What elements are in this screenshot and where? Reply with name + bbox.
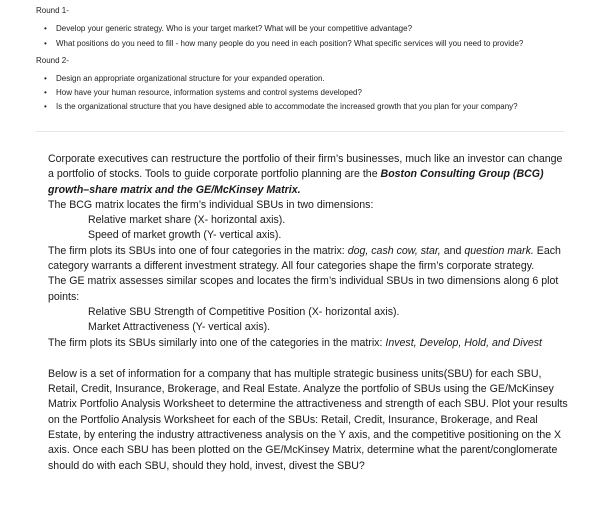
bcg-strategy-text: Each category warrants a different investment strategy. All four categories shape the firm’s corporate strategy. <box>48 244 561 273</box>
ge-categories-text: The firm plots its SBUs similarly into one of the categories in the matrix: <box>48 336 386 349</box>
bcg-categories-paragraph <box>48 244 568 275</box>
section-divider <box>36 131 564 132</box>
bcg-question-mark-italic: question mark. <box>464 244 534 257</box>
round-2-bullet: • Design an appropriate organizational structure for your expanded operation. <box>56 74 325 83</box>
bcg-y-axis: Speed of market growth (Y- vertical axis). <box>88 229 282 242</box>
rounds-panel <box>0 0 601 131</box>
round-2-bullet: • How have your human resource, information systems and control systems developed? <box>56 88 362 97</box>
assignment-text <box>48 152 568 474</box>
ge-paragraph: The GE matrix assesses similar scopes and locates the firm’s individual SBUs in two dimensions along 6 plot points: <box>48 275 559 303</box>
ge-x-axis: Relative SBU Strength of Competitive Position (X- horizontal axis). <box>88 305 400 318</box>
round-1-bullet: • What positions do you need to fill - how many people do you need in each position? What specific services will you need to provide? <box>56 39 523 48</box>
task-paragraph: Below is a set of information for a company that has multiple strategic business units(SBU) for each SBU, Retail, Credit, Insurance, Brokerage, and Real Estate. Analyze the portfolio of SBUs using the GE/McKinsey Matrix Portfolio Analysis Worksheet to determine the attractiveness and strength of each SBU. Plot your results on the Portfolio Analysis Worksheet for each of the SBUs: Retail, Credit, Insurance, Brokerage, and Real Estate, by entering the industry attractiveness analysis on the Y axis, and the competitive positioning on the X axis. Once each SBU has been plotted on the GE/McKinsey Matrix, determine what the parent/conglomerate should do with each SBU, should they hold, invest, divest the SBU? <box>48 367 568 472</box>
ge-y-axis: Market Attractiveness (Y- vertical axis). <box>88 321 271 334</box>
bcg-paragraph: The BCG matrix locates the firm’s individual SBUs in two dimensions: <box>48 198 374 211</box>
portfolio-intro-paragraph <box>48 152 568 198</box>
matrix-names-emphasis: Boston Consulting Group (BCG) growth–share matrix and the GE/McKinsey Matrix. <box>48 168 544 196</box>
round-1-title: Round 1- <box>36 6 69 15</box>
round-1-bullet: • Develop your generic strategy. Who is your target market? What will be your competitive advantage? <box>56 24 412 33</box>
ge-categories-italic: Invest, Develop, Hold, and Divest <box>385 336 543 349</box>
ge-categories-paragraph <box>48 336 568 351</box>
bcg-categories-italic: dog, cash cow, star, <box>347 244 444 257</box>
bcg-categories-text: The firm plots its SBUs into one of four categories in the matrix: <box>48 244 348 257</box>
bcg-x-axis: Relative market share (X- horizontal axis). <box>88 214 286 227</box>
round-2-bullet: • Is the organizational structure that you have designed able to accommodate the increased growth that you plan for your company? <box>56 102 518 111</box>
round-2-title: Round 2- <box>36 56 69 65</box>
bcg-and-text: and <box>443 244 465 257</box>
intro-text: Corporate executives can restructure the portfolio of their firm’s businesses, much like an investor can change a portfolio of stocks. Tools to guide corporate portfolio planning are the <box>48 153 563 181</box>
